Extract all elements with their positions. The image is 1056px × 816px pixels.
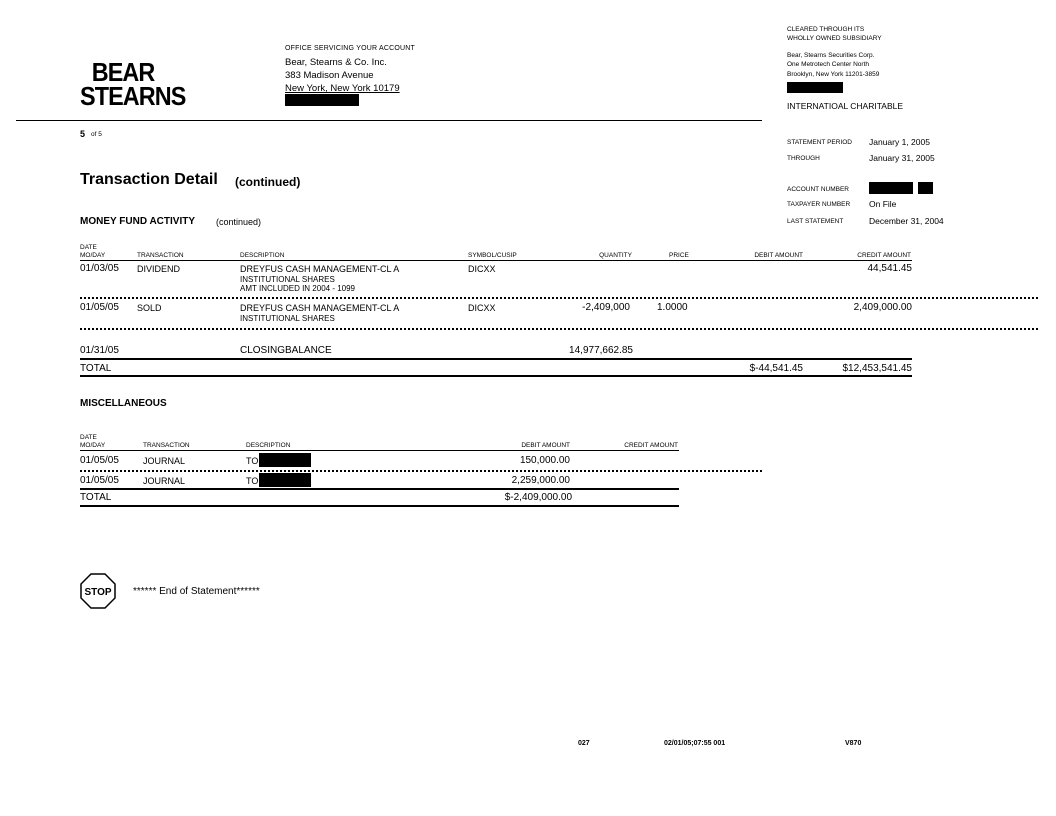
clearing-name: Bear, Stearns Securities Corp. [787, 52, 875, 59]
misc-row-transaction: JOURNAL [143, 456, 186, 466]
misc-row-debit: 150,000.00 [519, 455, 570, 466]
col-header-credit: CREDIT AMOUNT [624, 442, 678, 449]
closing-quantity: 14,977,662.85 [569, 345, 633, 356]
misc-total-label: TOTAL [80, 492, 112, 503]
last-statement-label: LAST STATEMENT [787, 218, 844, 225]
misc-row-date: 01/05/05 [80, 475, 119, 486]
stop-sign-label: STOP [84, 587, 112, 598]
row-description-3: AMT INCLUDED IN 2004 - 1099 [240, 284, 356, 293]
bear-stearns-logo [80, 57, 186, 111]
misc-row-date: 01/05/05 [80, 455, 119, 466]
col-header-transaction: TRANSACTION [137, 252, 184, 259]
row-separator [80, 328, 1038, 330]
row-transaction: SOLD [137, 303, 162, 313]
misc-title: MISCELLANEOUS [80, 398, 167, 409]
header-underline [80, 450, 679, 451]
section-subtitle: (continued) [235, 175, 301, 189]
redaction-box [285, 94, 359, 106]
money-fund-subtitle: (continued) [216, 217, 262, 227]
redaction-box [787, 82, 843, 93]
footer-code-3: V870 [845, 740, 862, 747]
clearing-address-2: Brooklyn, New York 11201-3859 [787, 71, 880, 78]
redaction-box [259, 473, 311, 487]
row-date: 01/05/05 [80, 302, 119, 313]
col-header-price: PRICE [669, 252, 689, 259]
misc-row-description: TO [246, 476, 259, 486]
total-bottom-rule [80, 375, 912, 377]
logo-line-1: BEAR [91, 57, 155, 87]
taxpayer-number-value: On File [869, 199, 897, 209]
taxpayer-number-label: TAXPAYER NUMBER [787, 201, 851, 208]
clearing-line-1: CLEARED THROUGH ITS [787, 26, 865, 33]
through-value: January 31, 2005 [869, 153, 935, 163]
misc-row-transaction: JOURNAL [143, 476, 186, 486]
office-address-2: New York, New York 10179 [285, 83, 400, 94]
row-description-2: INSTITUTIONAL SHARES [240, 314, 335, 323]
col-header-date: DATE [80, 434, 97, 441]
col-header-debit: DEBIT AMOUNT [754, 252, 803, 259]
footer-code-2: 02/01/05;07:55 001 [664, 740, 726, 747]
row-credit: 44,541.45 [867, 263, 912, 274]
office-address-1: 383 Madison Avenue [285, 70, 374, 81]
statement-period-value: January 1, 2005 [869, 137, 930, 147]
col-header-moday: MO/DAY [80, 442, 106, 449]
col-header-description: DESCRIPTION [240, 252, 285, 259]
col-header-moday: MO/DAY [80, 252, 106, 259]
logo-line-2: STEARNS [80, 81, 186, 111]
row-credit: 2,409,000.00 [853, 302, 912, 313]
account-number-label: ACCOUNT NUMBER [787, 186, 849, 193]
col-header-debit: DEBIT AMOUNT [521, 442, 570, 449]
total-label: TOTAL [80, 363, 112, 374]
row-separator [80, 470, 762, 472]
row-separator [80, 297, 1038, 299]
end-of-statement: ****** End of Statement****** [133, 586, 260, 597]
total-bottom-rule [80, 505, 679, 507]
row-price: 1.0000 [657, 302, 688, 313]
col-header-credit: CREDIT AMOUNT [857, 252, 911, 259]
col-header-quantity: QUANTITY [599, 252, 632, 259]
header-underline [80, 260, 912, 261]
statement-period-label: STATEMENT PERIOD [787, 139, 853, 146]
clearing-line-2: WHOLLY OWNED SUBSIDIARY [787, 35, 882, 42]
office-name: Bear, Stearns & Co. Inc. [285, 57, 387, 68]
row-description-2: INSTITUTIONAL SHARES [240, 275, 335, 284]
total-credit: $12,453,541.45 [842, 363, 912, 374]
row-description: DREYFUS CASH MANAGEMENT-CL A [240, 303, 400, 313]
row-date: 01/03/05 [80, 263, 119, 274]
misc-total-debit: $-2,409,000.00 [504, 492, 572, 503]
total-top-rule [80, 358, 912, 360]
redaction-box [259, 453, 311, 467]
redaction-box [869, 182, 913, 194]
closing-date: 01/31/05 [80, 345, 119, 356]
page-number: 5 [80, 129, 86, 139]
col-header-date: DATE [80, 244, 97, 251]
page-of: of 5 [91, 131, 102, 138]
closing-label: CLOSINGBALANCE [240, 345, 332, 356]
col-header-symbol: SYMBOL/CUSIP [468, 252, 517, 259]
account-name: INTERNATIOAL CHARITABLE [787, 101, 904, 111]
misc-row-description: TO [246, 456, 259, 466]
last-statement-value: December 31, 2004 [869, 216, 944, 226]
total-top-rule [80, 488, 679, 490]
row-description: DREYFUS CASH MANAGEMENT-CL A [240, 264, 400, 274]
money-fund-title: MONEY FUND ACTIVITY [80, 216, 196, 227]
stop-sign-icon [80, 573, 114, 607]
through-label: THROUGH [787, 155, 820, 162]
row-symbol: DICXX [468, 264, 496, 274]
row-symbol: DICXX [468, 303, 496, 313]
header-rule [16, 120, 762, 121]
office-heading: OFFICE SERVICING YOUR ACCOUNT [285, 45, 416, 52]
clearing-address-1: One Metrotech Center North [787, 61, 870, 68]
row-transaction: DIVIDEND [137, 264, 181, 274]
redaction-box [918, 182, 933, 194]
total-debit: $-44,541.45 [749, 363, 803, 374]
footer-code-1: 027 [578, 740, 590, 747]
row-quantity: -2,409,000 [582, 302, 630, 313]
misc-row-debit: 2,259,000.00 [511, 475, 570, 486]
col-header-transaction: TRANSACTION [143, 442, 190, 449]
col-header-description: DESCRIPTION [246, 442, 291, 449]
section-title: Transaction Detail [80, 171, 218, 188]
